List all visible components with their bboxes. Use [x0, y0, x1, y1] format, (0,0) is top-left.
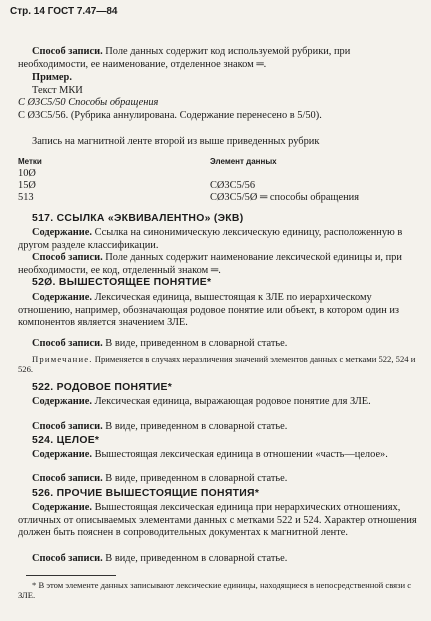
section-520-method	[18, 338, 417, 351]
table-row-3-value: CØ3C5/5Ø ═ способы обращения	[210, 192, 360, 203]
method-paragraph-intro	[18, 46, 417, 71]
content-label: Содержание.	[32, 292, 92, 303]
section-517-content	[18, 227, 417, 252]
method-label: Способ записи.	[32, 252, 103, 263]
section-524-method	[18, 473, 417, 486]
example-label: Пример.	[32, 72, 72, 83]
method-text: Поле данных содержит код используемой рубрики, при необходимости, ее наименование, отделенное знаком ═.	[18, 46, 351, 70]
footnote-rule	[26, 575, 116, 576]
section-522-method	[18, 421, 417, 434]
method-label: Способ записи.	[32, 553, 103, 564]
section-517-title: 517. ССЫЛКА «ЭКВИВАЛЕНТНО» (ЭКВ)	[32, 213, 244, 224]
example-line-3: С Ø3С5/56. (Рубрика аннулирована. Содержание перенесено в 5/50).	[18, 109, 322, 121]
content-label: Содержание.	[32, 449, 92, 460]
table-header-data: Элемент данных	[210, 157, 277, 166]
content-text: Вышестоящая лексическая единица при нерархических отношениях, отличных от описываемых элементами данных с метками 522 и 524. Характер отношения должен быть пояснен в сопроводительных документах к магнитной ленте.	[18, 502, 417, 539]
content-label: Содержание.	[32, 396, 92, 407]
section-524-content	[18, 449, 417, 462]
tape-note: Запись на магнитной ленте второй из выше приведенных рубрик	[32, 136, 320, 147]
section-520-title: 52Ø. ВЫШЕСТОЯЩЕЕ ПОНЯТИЕ*	[32, 277, 212, 288]
content-text: Лексическая единица, выражающая родовое понятие для ЗЛЕ.	[91, 396, 371, 407]
method-label: Способ записи.	[32, 338, 103, 349]
page-header: Стр. 14 ГОСТ 7.47—84	[10, 6, 118, 17]
section-526-content	[18, 502, 417, 540]
content-label: Содержание.	[32, 227, 92, 238]
method-text: В виде, приведенном в словарной статье.	[102, 338, 288, 349]
footnote: * В этом элементе данных записывают лексические единицы, находящиеся в непосредственной связи с ЗЛЕ.	[18, 580, 412, 601]
section-520-note	[18, 354, 417, 375]
content-text: Вышестоящая лексическая единица в отношении «часть—целое».	[91, 449, 388, 460]
section-526-method	[18, 553, 417, 566]
table-row-2-tag: 15Ø	[18, 180, 36, 191]
method-label: Способ записи.	[32, 473, 103, 484]
method-text: В виде, приведенном в словарной статье.	[102, 473, 288, 484]
table-row-2-value: CØ3C5/56	[210, 180, 256, 191]
example-block	[18, 72, 417, 122]
section-526-title: 526. ПРОЧИЕ ВЫШЕСТОЯЩИЕ ПОНЯТИЯ*	[32, 488, 260, 499]
method-text: В виде, приведенном в словарной статье.	[102, 421, 288, 432]
section-524-title: 524. ЦЕЛОЕ*	[32, 435, 100, 446]
content-text: Ссылка на синонимическую лексическую единицу, расположенную в другом разделе классификации.	[18, 227, 403, 251]
section-522-content	[18, 396, 417, 409]
section-522-title: 522. РОДОВОЕ ПОНЯТИЕ*	[32, 382, 173, 393]
example-line-1: Текст МКИ	[32, 84, 83, 96]
table-row-3-tag: 513	[18, 192, 34, 203]
note-text: Применяется в случаях неразличения значений элементов данных с метками 522, 524 и 526.	[18, 354, 416, 375]
method-label: Способ записи.	[32, 46, 103, 57]
section-517-method	[18, 252, 417, 277]
note-label: Примечание.	[32, 354, 93, 364]
section-520-content	[18, 292, 417, 330]
method-label: Способ записи.	[32, 421, 103, 432]
content-label: Содержание.	[32, 502, 92, 513]
table-header-labels: Метки	[18, 157, 42, 166]
method-text: В виде, приведенном в словарной статье.	[102, 553, 288, 564]
content-text: Лексическая единица, вышестоящая к ЗЛЕ по иерархическому отношению, например, обозначающая родовое понятие или объект, в котором один из компонентов является значением ЗЛЕ.	[18, 292, 400, 329]
method-text: Поле данных содержит наименование лексической единицы и, при необходимости, ее код, отделенный знаком ═.	[18, 252, 402, 276]
table-row-1-tag: 10Ø	[18, 168, 36, 179]
example-line-2: С Ø3С5/50 Способы обращения	[18, 97, 159, 109]
